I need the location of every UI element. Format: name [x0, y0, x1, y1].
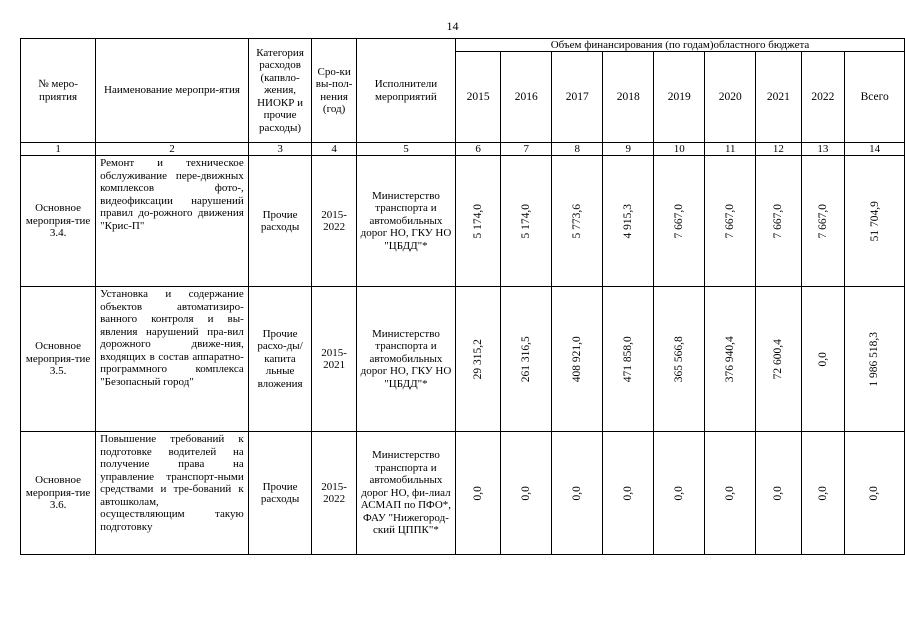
column-number: 2: [96, 143, 249, 156]
value-2018: 471 858,0: [622, 336, 635, 382]
row-executors: Министерство транспорта и автомобильных дорог НО, ГКУ НО "ЦБДД"*: [356, 156, 455, 287]
value-2016: 261 316,5: [520, 336, 533, 382]
value-2022: 0,0: [816, 351, 829, 367]
value-2015: 29 315,2: [471, 338, 484, 380]
value-total: 51 704,9: [868, 200, 881, 242]
value-cell: [603, 156, 654, 287]
header-category: Категория расходов (капвло-жения, НИОКР и прочие расходы): [248, 39, 312, 143]
value-cell: [456, 287, 501, 432]
row-name: Установка и содержание объектов автоматизиро-ванного контроля и вы-явления нарушений пра-вил дорожного движе-ния, входящих в состав аппаратно-программного комплекса "Безопасный город": [96, 287, 249, 432]
value-2018: 0,0: [622, 485, 635, 501]
header-funding: Объем финансирования (по годам)областного бюджета: [456, 39, 905, 52]
column-number: 6: [456, 143, 501, 156]
row-name: Ремонт и техническое обслуживание пере-движных комплексов фото-, видеофиксации нарушений правил до-рожного движения "Крис-П": [96, 156, 249, 287]
row-term: 2015-2022: [312, 432, 357, 555]
row-term: 2015-2022: [312, 156, 357, 287]
value-2019: 0,0: [673, 485, 686, 501]
value-cell: [654, 432, 705, 555]
value-2017: 408 921,0: [571, 336, 584, 382]
value-2021: 0,0: [772, 485, 785, 501]
header-executors: Исполнители мероприятий: [356, 39, 455, 143]
header-name: Наименование меропри-ятия: [96, 39, 249, 143]
value-total: 0,0: [868, 485, 881, 501]
page-number: 14: [446, 19, 459, 33]
column-number: 14: [845, 143, 905, 156]
value-cell: [705, 287, 756, 432]
row-num: Основное мероприя-тие 3.6.: [21, 432, 96, 555]
column-number: 9: [603, 143, 654, 156]
value-cell: [756, 156, 801, 287]
table-row: [21, 156, 905, 287]
column-number: 3: [248, 143, 312, 156]
value-2015: 0,0: [471, 485, 484, 501]
value-2017: 5 773,6: [571, 203, 584, 239]
header-year: 2019: [654, 52, 705, 143]
value-cell: [801, 432, 845, 555]
row-num: Основное мероприя-тие 3.4.: [21, 156, 96, 287]
table-row: [21, 287, 905, 432]
header-num: № меро-приятия: [21, 39, 96, 143]
value-cell: [603, 287, 654, 432]
value-2020: 7 667,0: [724, 203, 737, 239]
header-year: 2016: [501, 52, 552, 143]
value-cell: [552, 432, 603, 555]
value-cell: [756, 287, 801, 432]
column-number: 5: [356, 143, 455, 156]
value-2019: 7 667,0: [673, 203, 686, 239]
value-2021: 7 667,0: [772, 203, 785, 239]
row-num: Основное мероприя-тие 3.5.: [21, 287, 96, 432]
header-year: 2021: [756, 52, 801, 143]
value-total: 1 986 518,3: [868, 331, 881, 387]
row-term: 2015-2021: [312, 287, 357, 432]
row-name: Повышение требований к подготовке водителей на получение права на управление транспорт-ными средствами и тре-бований к автошколам, осуществляющим такую подготовку: [96, 432, 249, 555]
value-cell: [552, 287, 603, 432]
value-cell: [603, 432, 654, 555]
column-number: 12: [756, 143, 801, 156]
value-cell: [552, 156, 603, 287]
value-2020: 376 940,4: [724, 336, 737, 382]
value-cell: [845, 287, 905, 432]
value-cell: [801, 156, 845, 287]
value-2019: 365 566,8: [673, 336, 686, 382]
row-category: Прочие расходы: [248, 432, 312, 555]
value-cell: [501, 287, 552, 432]
value-cell: [456, 432, 501, 555]
column-number: 11: [705, 143, 756, 156]
column-number: 8: [552, 143, 603, 156]
value-cell: [705, 156, 756, 287]
column-number: 13: [801, 143, 845, 156]
value-cell: [845, 432, 905, 555]
value-2015: 5 174,0: [471, 203, 484, 239]
value-cell: [845, 156, 905, 287]
value-2020: 0,0: [724, 485, 737, 501]
value-2016: 5 174,0: [520, 203, 533, 239]
table-row: [21, 432, 905, 555]
value-2022: 7 667,0: [816, 203, 829, 239]
value-cell: [654, 156, 705, 287]
row-category: Прочие расхо-ды/капита льные вложения: [248, 287, 312, 432]
row-executors: Министерство транспорта и автомобильных дорог НО, ГКУ НО "ЦБДД"*: [356, 287, 455, 432]
header-year: 2018: [603, 52, 654, 143]
header-year: 2017: [552, 52, 603, 143]
header-year: 2015: [456, 52, 501, 143]
column-number: 7: [501, 143, 552, 156]
value-2022: 0,0: [816, 485, 829, 501]
value-cell: [501, 156, 552, 287]
value-cell: [654, 287, 705, 432]
header-year: 2022: [801, 52, 845, 143]
value-2018: 4 915,3: [622, 203, 635, 239]
column-number: 10: [654, 143, 705, 156]
value-cell: [501, 432, 552, 555]
row-executors: Министерство транспорта и автомобильных дорог НО, фи-лиал АСМАП по ПФО*, ФАУ "Нижегород-ский ЦППК"*: [356, 432, 455, 555]
header-term: Сро-ки вы-пол-нения (год): [312, 39, 357, 143]
value-2017: 0,0: [571, 485, 584, 501]
column-number: 4: [312, 143, 357, 156]
value-cell: [801, 287, 845, 432]
column-number: 1: [21, 143, 96, 156]
header-year: 2020: [705, 52, 756, 143]
header-total: Всего: [845, 52, 905, 143]
value-2016: 0,0: [520, 485, 533, 501]
value-cell: [456, 156, 501, 287]
row-category: Прочие расходы: [248, 156, 312, 287]
value-cell: [756, 432, 801, 555]
funding-table: [20, 38, 905, 555]
value-cell: [705, 432, 756, 555]
value-2021: 72 600,4: [772, 338, 785, 380]
